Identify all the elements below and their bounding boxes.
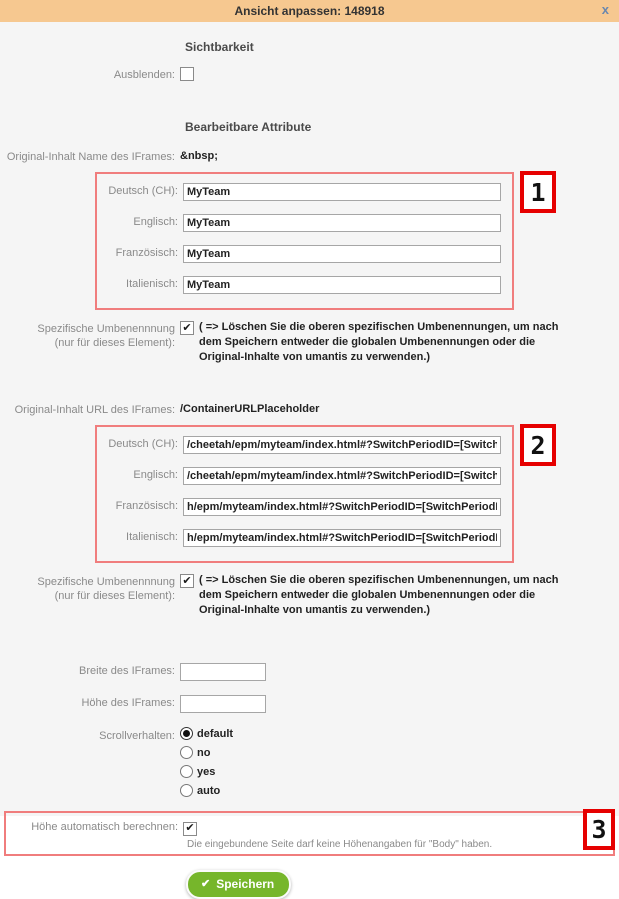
specific-rename-checkbox-2[interactable] [180, 574, 194, 588]
name-translations-box [95, 172, 546, 310]
name-input-fr[interactable] [183, 245, 501, 263]
auto-height-row [6, 818, 613, 836]
url-label-en: Englisch: [133, 469, 178, 481]
iframe-height-label: Höhe des IFrames: [81, 697, 175, 709]
visibility-heading: Sichtbarkeit [185, 40, 254, 54]
scroll-radio-label-auto: auto [197, 784, 221, 797]
name-row-it [97, 275, 512, 294]
annotation-badge-1: 1 [520, 171, 556, 213]
url-row-fr [97, 497, 512, 516]
url-row-de [97, 435, 512, 454]
save-button-label: Speichern [216, 877, 275, 891]
specific-rename-row-1 [0, 320, 619, 365]
scroll-radio-no[interactable] [180, 746, 193, 759]
name-label-fr: Französisch: [115, 247, 178, 259]
name-row-fr [97, 244, 512, 263]
scroll-radio-label-yes: yes [197, 765, 216, 778]
original-url-label: Original-Inhalt URL des IFrames: [14, 404, 175, 416]
hide-label: Ausblenden: [113, 69, 175, 81]
name-row-de [97, 182, 512, 201]
url-input-fr[interactable] [183, 498, 501, 516]
specific-rename-note-2: ( => Löschen Sie die oberen spezifischen Umbenennungen, um nach dem Speichern entweder die globalen Umbenennungen oder die Original-Inhalte von umantis zu verwenden.) [199, 574, 559, 616]
scroll-option-default [180, 727, 619, 740]
name-input-it[interactable] [183, 276, 501, 294]
url-input-it[interactable] [183, 529, 501, 547]
name-label-it: Italienisch: [126, 278, 178, 290]
scroll-radio-auto[interactable] [180, 784, 193, 797]
scroll-behaviour-row [0, 727, 619, 803]
close-icon[interactable]: x [601, 2, 609, 17]
url-label-it: Italienisch: [126, 531, 178, 543]
hide-row [0, 66, 619, 86]
url-label-fr: Französisch: [115, 500, 178, 512]
url-row-it [97, 528, 512, 547]
specific-rename-label-2: Spezifische Umbenennnung (nur für dieses Element): [37, 576, 175, 602]
save-button[interactable] [186, 870, 291, 899]
auto-height-checkbox[interactable] [183, 822, 197, 836]
specific-rename-row-2 [0, 573, 619, 618]
original-name-value: &nbsp; [180, 150, 218, 162]
url-input-de[interactable] [183, 436, 501, 454]
original-name-row [0, 148, 619, 164]
iframe-width-input[interactable] [180, 663, 266, 681]
attributes-heading: Bearbeitbare Attribute [185, 120, 312, 134]
name-label-en: Englisch: [133, 216, 178, 228]
original-name-label: Original-Inhalt Name des IFrames: [6, 151, 175, 163]
name-label-de: Deutsch (CH): [108, 185, 178, 197]
name-input-en[interactable] [183, 214, 501, 232]
specific-rename-checkbox-1[interactable] [180, 321, 194, 335]
iframe-height-row [0, 694, 619, 713]
scroll-option-auto [180, 784, 619, 797]
specific-rename-label-1: Spezifische Umbenennnung (nur für dieses Element): [37, 323, 175, 349]
original-url-row [0, 401, 619, 417]
annotation-badge-3: 3 [583, 809, 615, 850]
specific-rename-note-1: ( => Löschen Sie die oberen spezifischen Umbenennungen, um nach dem Speichern entweder die globalen Umbenennungen oder die Original-Inhalte von umantis zu verwenden.) [199, 321, 559, 363]
url-input-en[interactable] [183, 467, 501, 485]
annotation-badge-2: 2 [520, 424, 556, 466]
auto-height-box [4, 811, 615, 856]
iframe-width-label: Breite des IFrames: [79, 665, 175, 677]
scroll-radio-yes[interactable] [180, 765, 193, 778]
auto-height-label: Höhe automatisch berechnen: [31, 821, 178, 833]
scroll-option-no [180, 746, 619, 759]
iframe-width-row [0, 662, 619, 681]
name-input-de[interactable] [183, 183, 501, 201]
scroll-radio-label-no: no [197, 746, 211, 759]
scroll-option-yes [180, 765, 619, 778]
auto-height-note: Die eingebundene Seite darf keine Höhenangaben für "Body" haben. [187, 839, 493, 850]
iframe-height-input[interactable] [180, 695, 266, 713]
original-url-value: /ContainerURLPlaceholder [180, 403, 320, 415]
hide-checkbox[interactable] [180, 67, 194, 81]
scroll-radio-default[interactable] [180, 727, 193, 740]
url-row-en [97, 466, 512, 485]
dialog-title: Ansicht anpassen: 148918 [234, 4, 385, 18]
check-icon: ✔ [201, 877, 211, 890]
dialog-titlebar [0, 0, 619, 22]
url-translations-box [95, 425, 546, 563]
name-row-en [97, 213, 512, 232]
scroll-behaviour-label: Scrollverhalten: [99, 730, 175, 742]
scroll-radio-label-default: default [197, 727, 234, 740]
url-label-de: Deutsch (CH): [108, 438, 178, 450]
